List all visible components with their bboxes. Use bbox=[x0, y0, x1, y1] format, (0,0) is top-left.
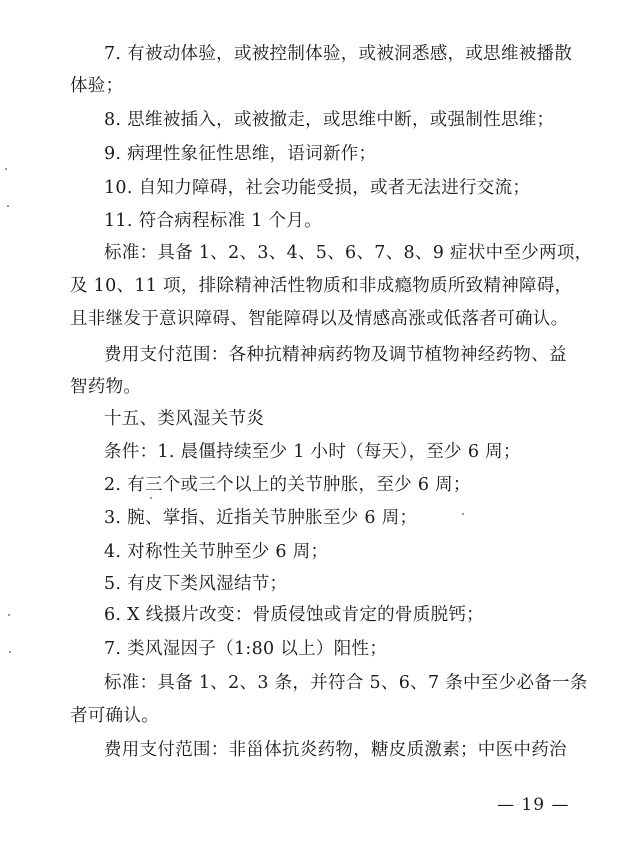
text-line: 9. 病理性象征性思维，语词新作； bbox=[104, 144, 377, 164]
text-line: 4. 对称性关节肿至少 6 周； bbox=[104, 542, 329, 562]
text-line: 体验； bbox=[70, 76, 124, 96]
scan-speck bbox=[462, 513, 464, 515]
text-line: 费用支付范围：各种抗精神病药物及调节植物神经药物、益 bbox=[104, 345, 567, 365]
scan-speck bbox=[7, 205, 9, 207]
text-line: 10. 自知力障碍，社会功能受损，或者无法进行交流； bbox=[104, 178, 531, 198]
text-line: 5. 有皮下类风湿结节； bbox=[104, 574, 288, 594]
text-line: 智药物。 bbox=[70, 377, 142, 397]
text-line: 及 10、11 项，排除精神活性物质和非成瘾物质所致精神障碍， bbox=[70, 276, 573, 296]
text-line: 2. 有三个或三个以上的关节肿胀，至少 6 周； bbox=[104, 475, 471, 495]
scan-speck bbox=[5, 168, 7, 170]
text-line: 7. 有被动体验，或被控制体验，或被洞悉感，或思维被播散 bbox=[104, 44, 573, 64]
text-line: 费用支付范围：非甾体抗炎药物，糖皮质激素；中医中药治 bbox=[104, 740, 567, 760]
text-line: 且非继发于意识障碍、智能障碍以及情感高涨或低落者可确认。 bbox=[70, 309, 569, 329]
text-line: 6. X 线摄片改变：骨质侵蚀或肯定的骨质脱钙； bbox=[104, 605, 484, 625]
text-line: 7. 类风湿因子（1:80 以上）阳性； bbox=[104, 639, 388, 659]
scan-speck bbox=[9, 651, 11, 653]
text-line: 者可确认。 bbox=[70, 706, 159, 726]
text-line: 条件：1. 晨僵持续至少 1 小时（每天），至少 6 周； bbox=[104, 442, 521, 462]
section-heading: 十五、类风湿关节炎 bbox=[104, 409, 265, 429]
text-line: 标准：具备 1、2、3、4、5、6、7、8、9 症状中至少两项， bbox=[104, 243, 593, 263]
text-line: 11. 符合病程标准 1 个月。 bbox=[104, 211, 322, 231]
scan-speck bbox=[8, 614, 10, 616]
scan-speck bbox=[150, 497, 152, 499]
text-line: 标准：具备 1、2、3 条，并符合 5、6、7 条中至少必备一条 bbox=[104, 673, 588, 693]
page-number: — 19 — bbox=[497, 795, 570, 815]
text-line: 8. 思维被插入，或被撤走，或思维中断，或强制性思维； bbox=[104, 110, 555, 130]
text-line: 3. 腕、掌指、近指关节肿胀至少 6 周； bbox=[104, 508, 418, 528]
